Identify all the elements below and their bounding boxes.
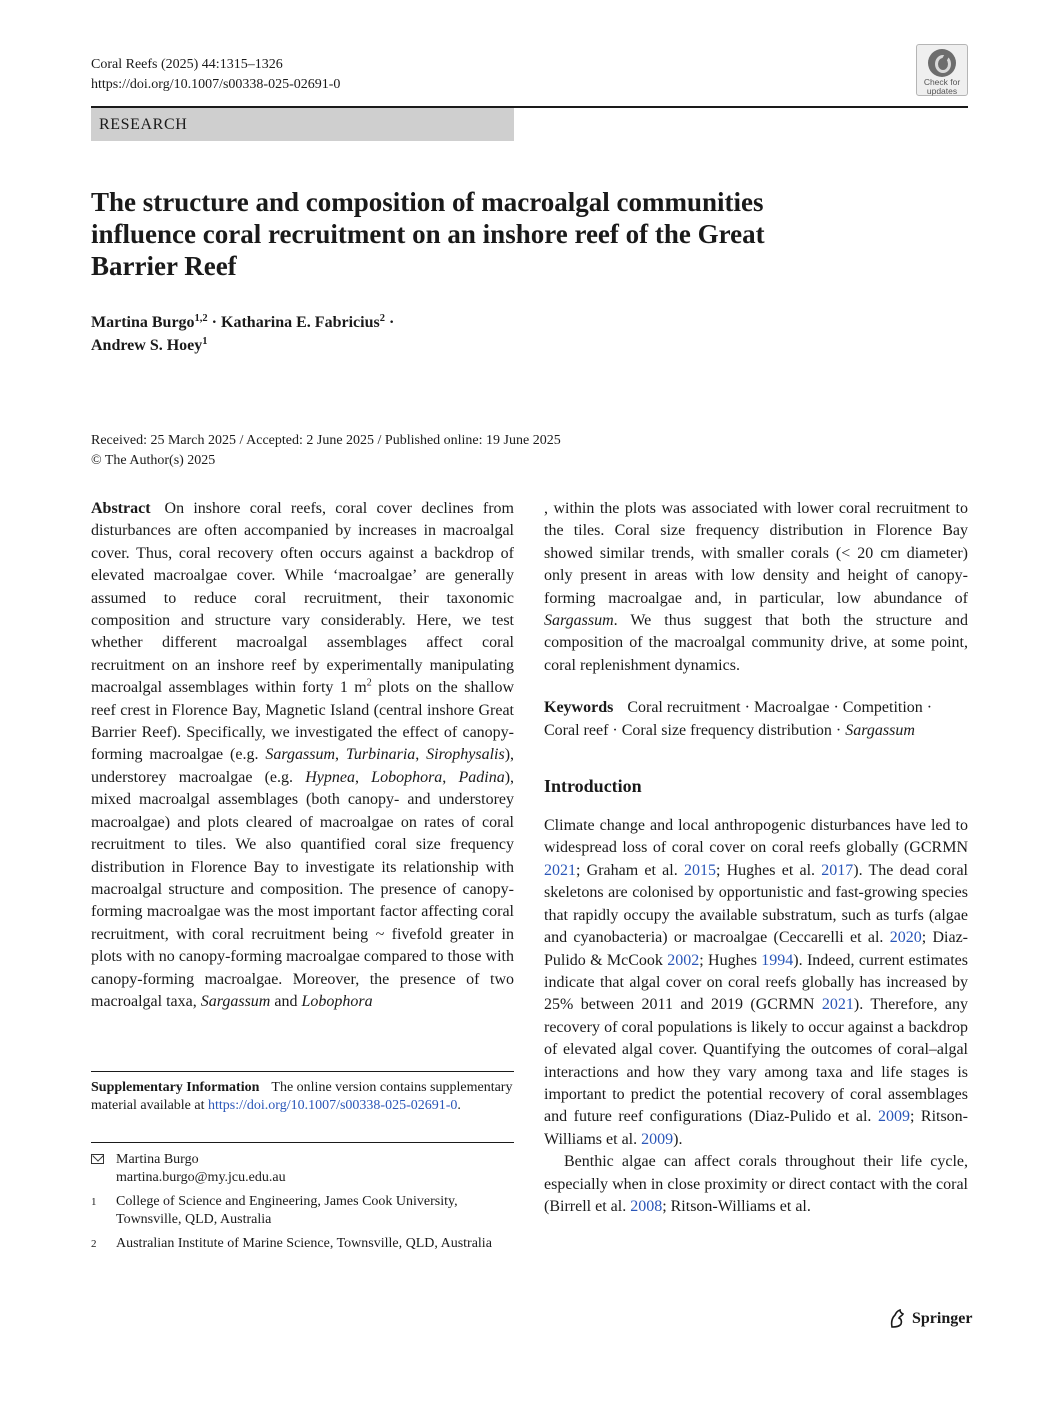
author-affiliation: 2 (379, 313, 385, 324)
footnote-rule (91, 1142, 514, 1143)
introduction-heading: Introduction (544, 776, 642, 797)
supplementary-link[interactable]: https://doi.org/10.1007/s00338-025-02691-0 (208, 1098, 458, 1113)
author-list (91, 311, 394, 357)
affiliation-number: 1 (91, 1196, 97, 1208)
citation-link[interactable]: 2002 (667, 951, 700, 969)
author-separator: · (207, 314, 222, 331)
check-for-updates-badge[interactable] (916, 44, 968, 96)
keywords-label: Keywords (544, 699, 614, 717)
journal-header (91, 55, 340, 95)
affiliation-item (91, 1235, 514, 1253)
author-name[interactable]: Martina Burgo (91, 314, 195, 331)
publisher-logo (888, 1307, 972, 1331)
footnote-rule (91, 1071, 514, 1072)
supplementary-info: Supplementary Information The online version contains supplementary material available at https://doi.org/10.1007/s00338-025-02691-0. (91, 1080, 513, 1113)
check-for-updates-text: Check for updates (923, 77, 961, 96)
publisher-name: Springer (912, 1310, 973, 1327)
abstract-column-right (544, 498, 968, 1218)
abstract-column-left (91, 498, 514, 1013)
copyright-line: © The Author(s) 2025 (91, 453, 216, 468)
envelope-icon (91, 1154, 104, 1164)
citation-link[interactable]: 2009 (877, 1108, 910, 1126)
keywords: Keywords Coral recruitment · Macroalgae · Competition · Coral reef · Coral size frequency distribution · Sargassum (544, 699, 933, 739)
abstract-label: Abstract (91, 500, 151, 517)
publication-dates (91, 431, 561, 471)
introduction-paragraph: Climate change and local anthropogenic disturbances have led to widespread loss of coral cover on coral reefs globally (GCRMN 2021; Graham et al. 2015; Hughes et al. 2017). The dead coral skeletons are colonised by opportunistic and fast-growing species that rapidly occupy the available substratum, such as turfs (algae and cyanobacteria) or macroalgae (Ceccarelli et al. 2020; Diaz-Pulido & McCook 2002; Hughes 1994). Indeed, current estimates indicate that algal cover on coral reefs globally has increased by 25% between 2011 and 2019 (GCRMN 2021). Therefore, any recovery of coral populations is likely to occur against a backdrop of elevated algal cover. Quantifying the outcomes of coral–algal interactions and how they vary among taxa and life stages is important to predict the potential recovery of coral assemblages and future reef configurations (Diaz-Pulido et al. 2009; Ritson-Williams et al. 2009). (544, 817, 969, 1148)
affiliation-text: College of Science and Engineering, James Cook University, Townsville, QLD, Australia (116, 1194, 458, 1227)
citation-link[interactable]: 2017 (821, 861, 854, 879)
affiliation-item (91, 1193, 514, 1229)
citation-link[interactable]: 2021 (544, 861, 576, 879)
section-tag: RESEARCH (91, 108, 514, 141)
citation-link[interactable]: 1994 (761, 951, 794, 969)
article-title: The structure and composition of macroalgal communities influence coral recruitment on an inshore reef of the Great Barrier Reef (91, 187, 765, 281)
affiliation-number: 2 (91, 1238, 97, 1250)
author-name[interactable]: Andrew S. Hoey (91, 337, 203, 354)
citation-link[interactable]: 2009 (641, 1130, 674, 1148)
correspondence-name: Martina Burgo (116, 1152, 199, 1167)
abstract-continued: , within the plots was associated with lower coral recruitment to the tiles. Coral size frequency distribution in Florence Bay showed similar trends, with smaller corals (< 20 cm diameter) only present in areas with low density and height of canopy-forming macroalgae and, in particular, low abundance of Sargassum. We thus suggest that both the structure and composition of the macroalgal community drive, at some point, coral replenishment dynamics. (544, 500, 968, 674)
supplementary-label: Supplementary Information (91, 1080, 260, 1095)
author-affiliation: 1 (202, 336, 208, 347)
introduction-paragraph: Benthic algae can affect corals throughout their life cycle, especially when in close proximity or direct contact with the coral (Birrell et al. 2008; Ritson-Williams et al. (544, 1153, 968, 1215)
keywords-list: Coral recruitment · Macroalgae · Competition · Coral reef · Coral size frequency distribution · (544, 699, 933, 739)
correspondence-email[interactable]: martina.burgo@my.jcu.edu.au (116, 1170, 286, 1185)
affiliation-text: Australian Institute of Marine Science, Townsville, QLD, Australia (116, 1236, 492, 1251)
correspondence-block (91, 1151, 514, 1259)
author-separator: · (384, 314, 395, 331)
journal-doi[interactable]: https://doi.org/10.1007/s00338-025-02691-0 (91, 77, 341, 92)
journal-citation: Coral Reefs (2025) 44:1315–1326 (91, 57, 283, 72)
check-for-updates-icon (928, 49, 956, 77)
abstract-text: Abstract On inshore coral reefs, coral cover declines from disturbances are often accompanied by increases in macroalgal cover. Thus, coral recovery often occurs against a backdrop of elevated macroalgae cover. While ‘macroalgae’ are generally assumed to reduce coral recruitment, their taxonomic composition and structure vary considerably. Here, we test whether different macroalgal assemblages affect coral recruitment on an inshore reef by experimentally manipulating macroalgal assemblages within forty 1 $m^2$ plots on the shallow reef crest in Florence Bay, Magnetic Island (central inshore Great Barrier Reef). Specifically, we investigated the effect of canopy-forming macroalgae (e.g. Sargassum, Turbinaria, Sirophysalis), understorey macroalgae (e.g. Hypnea, Lobophora, Padina), mixed macroalgal assemblages (both canopy- and understorey macroalgae) and plots cleared of macroalgae on rates of coral recruitment to tiles. We also quantified coral size frequency distribution in Florence Bay to investigate its relationship with macroalgal structure and composition. The presence of canopy-forming macroalgae was the most important factor affecting coral recruitment, with coral recruitment being ~ fivefold greater in plots with no canopy-forming macroalgae compared to those with canopy-forming macroalgae. Moreover, the presence of two macroalgal taxa, Sargassum and Lobophora (91, 500, 515, 1010)
citation-link[interactable]: 2020 (889, 929, 922, 947)
dates-line: Received: 25 March 2025 / Accepted: 2 June 2025 / Published online: 19 June 2025 (91, 433, 561, 448)
author-name[interactable]: Katharina E. Fabricius (221, 314, 380, 331)
citation-link[interactable]: 2015 (683, 861, 716, 879)
citation-link[interactable]: 2008 (630, 1197, 663, 1215)
citation-link[interactable]: 2021 (821, 996, 854, 1014)
author-affiliation: 1,2 (194, 313, 208, 324)
correspondence-author (91, 1151, 514, 1187)
springer-horse-icon (888, 1309, 906, 1329)
